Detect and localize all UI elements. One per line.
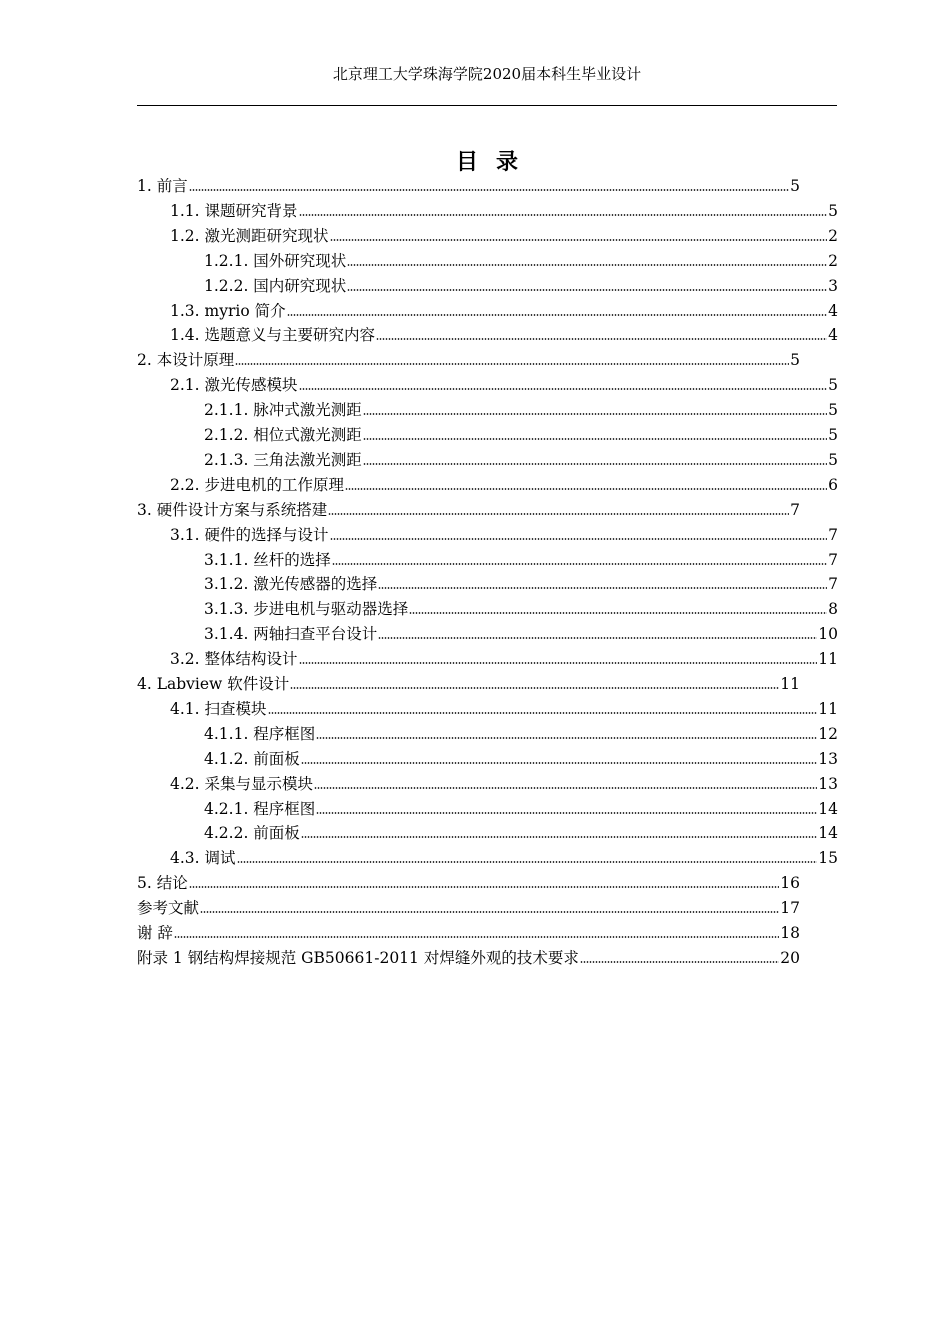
toc-entry-label: 4.1.1. 程序框图 xyxy=(204,724,316,743)
toc-entry[interactable] xyxy=(204,423,838,448)
toc-entry-page-number: 5 xyxy=(828,401,838,420)
toc-dot-leader xyxy=(314,786,817,790)
toc-entry[interactable] xyxy=(137,921,800,946)
toc-dot-leader xyxy=(299,387,828,391)
toc-entry-label: 2.1.2. 相位式激光测距 xyxy=(204,426,362,444)
toc-entry-page-number: 13 xyxy=(818,774,838,793)
toc-title: 目录 xyxy=(455,149,536,175)
toc-entry-page-number: 4 xyxy=(828,301,838,320)
toc-entry[interactable] xyxy=(204,597,838,622)
toc-entry-label: 3. 硬件设计方案与系统搭建 xyxy=(137,500,328,519)
toc-dot-leader xyxy=(347,263,827,267)
toc-dot-leader xyxy=(363,437,827,441)
toc-entry-page-number: 14 xyxy=(818,824,838,843)
toc-entry-page-number: 14 xyxy=(818,799,838,818)
toc-entry[interactable] xyxy=(137,348,800,373)
toc-entry-page-number: 5 xyxy=(828,201,838,220)
toc-dot-leader xyxy=(174,935,779,939)
toc-entry[interactable] xyxy=(170,323,838,348)
toc-entry-label: 1.2.2. 国内研究现状 xyxy=(204,276,347,295)
toc-entry-label: 4.3. 调试 xyxy=(170,849,236,868)
toc-entry-label: 5. 结论 xyxy=(137,874,188,893)
toc-dot-leader xyxy=(237,860,818,864)
toc-entry[interactable] xyxy=(204,797,838,822)
toc-entry-page-number: 7 xyxy=(790,500,800,519)
toc-entry[interactable] xyxy=(204,747,838,772)
toc-entry-label: 4.1. 扫查模块 xyxy=(170,699,267,718)
toc-entry[interactable] xyxy=(170,299,838,324)
toc-dot-leader xyxy=(316,811,817,815)
toc-entry[interactable] xyxy=(170,697,838,722)
toc-dot-leader xyxy=(580,960,779,964)
toc-dot-leader xyxy=(328,512,789,516)
toc-entry[interactable] xyxy=(137,672,800,697)
toc-entry[interactable] xyxy=(204,274,838,299)
toc-entry-label: 附录 1 钢结构焊接规范 GB50661-2011 对焊缝外观的技术要求 xyxy=(137,948,579,967)
toc-entry[interactable] xyxy=(137,946,800,971)
toc-entry-label: 参考文献 xyxy=(137,899,200,918)
toc-entry-page-number: 7 xyxy=(828,525,838,544)
toc-dot-leader xyxy=(301,835,817,839)
toc-entry-page-number: 2 xyxy=(828,251,838,270)
toc-entry-page-number: 11 xyxy=(818,699,838,718)
toc-entry-page-number: 10 xyxy=(818,625,838,644)
toc-entry-label: 3.1.1. 丝杆的选择 xyxy=(204,550,331,569)
toc-entry-label: 1.3. myrio 简介 xyxy=(170,301,286,320)
toc-dot-leader xyxy=(378,586,827,590)
toc-entry[interactable] xyxy=(204,448,838,473)
toc-entry-page-number: 8 xyxy=(828,600,838,619)
toc-entry-page-number: 15 xyxy=(818,849,838,868)
toc-entry-label: 1.1. 课题研究背景 xyxy=(170,201,298,220)
toc-entry-label: 4.2.1. 程序框图 xyxy=(204,799,316,818)
toc-entry-page-number: 11 xyxy=(818,650,838,669)
toc-entry-label: 2.2. 步进电机的工作原理 xyxy=(170,475,345,494)
toc-entry[interactable] xyxy=(137,871,800,896)
toc-entry-label: 4. Labview 软件设计 xyxy=(137,675,290,693)
toc-entry-label: 1.2.1. 国外研究现状 xyxy=(204,251,347,270)
toc-entry-page-number: 20 xyxy=(780,948,800,967)
toc-entry[interactable] xyxy=(170,473,838,498)
toc-dot-leader xyxy=(409,611,827,615)
toc-dot-leader xyxy=(189,885,780,889)
toc-entry-label: 1. 前言 xyxy=(137,177,188,195)
toc-dot-leader xyxy=(376,337,827,341)
toc-dot-leader xyxy=(200,910,779,914)
toc-entry[interactable] xyxy=(170,647,838,672)
toc-dot-leader xyxy=(268,711,818,715)
toc-entry-page-number: 13 xyxy=(818,749,838,768)
toc-entry[interactable] xyxy=(204,398,838,423)
toc-entry-label: 2. 本设计原理 xyxy=(137,351,235,370)
toc-entry[interactable] xyxy=(204,821,838,846)
toc-entry-page-number: 3 xyxy=(828,276,838,295)
toc-entry-page-number: 16 xyxy=(780,874,800,893)
toc-entry-page-number: 6 xyxy=(828,475,838,494)
toc-dot-leader xyxy=(290,686,779,690)
toc-entry[interactable] xyxy=(170,772,838,797)
toc-dot-leader xyxy=(332,562,827,566)
toc-entry[interactable] xyxy=(170,523,838,548)
toc-dot-leader xyxy=(235,362,789,366)
toc-entry-label: 谢 辞 xyxy=(137,924,173,942)
toc-entry[interactable] xyxy=(170,373,838,398)
toc-entry-page-number: 7 xyxy=(828,550,838,569)
toc-entry[interactable] xyxy=(170,846,838,871)
toc-dot-leader xyxy=(301,761,817,765)
toc-dot-leader xyxy=(363,462,827,466)
toc-entry-label: 1.4. 选题意义与主要研究内容 xyxy=(170,326,376,345)
toc-entry-page-number: 5 xyxy=(828,450,838,469)
toc-entry-page-number: 7 xyxy=(828,575,838,594)
toc-entry[interactable] xyxy=(204,622,838,647)
toc-entry-page-number: 17 xyxy=(780,899,800,918)
toc-entry[interactable] xyxy=(204,722,838,747)
toc-entry[interactable] xyxy=(170,199,838,224)
toc-entry-label: 4.1.2. 前面板 xyxy=(204,749,300,768)
toc-entry-label: 3.1.3. 步进电机与驱动器选择 xyxy=(204,600,409,619)
toc-entry-page-number: 12 xyxy=(818,724,838,743)
toc-entry-page-number: 5 xyxy=(828,426,838,444)
toc-dot-leader xyxy=(347,288,827,292)
toc-dot-leader xyxy=(378,636,817,640)
toc-entry-label: 3.1. 硬件的选择与设计 xyxy=(170,525,329,544)
toc-entry-page-number: 5 xyxy=(790,351,800,370)
toc-entry-label: 2.1.1. 脉冲式激光测距 xyxy=(204,401,362,420)
toc-entry[interactable] xyxy=(137,896,800,921)
toc-entry-label: 2.1. 激光传感模块 xyxy=(170,376,298,395)
toc-dot-leader xyxy=(363,412,827,416)
toc-dot-leader xyxy=(330,537,828,541)
toc-entry-label: 3.1.4. 两轴扫查平台设计 xyxy=(204,625,378,644)
toc-entry[interactable] xyxy=(137,174,800,199)
toc-dot-leader xyxy=(345,487,827,491)
toc-entry[interactable] xyxy=(137,498,800,523)
toc-dot-leader xyxy=(316,736,817,740)
toc-dot-leader xyxy=(330,238,828,242)
toc-entry-label: 3.2. 整体结构设计 xyxy=(170,650,298,669)
toc-dot-leader xyxy=(299,661,818,665)
toc-entry-page-number: 2 xyxy=(828,226,838,245)
toc-entry-page-number: 5 xyxy=(790,177,800,195)
toc-entry-page-number: 5 xyxy=(828,376,838,395)
toc-entry[interactable] xyxy=(204,249,838,274)
toc-entry-page-number: 18 xyxy=(780,924,800,942)
toc-entry-label: 4.2. 采集与显示模块 xyxy=(170,774,314,793)
toc-entry-label: 4.2.2. 前面板 xyxy=(204,824,300,843)
toc-dot-leader xyxy=(287,313,828,317)
toc-entry[interactable] xyxy=(170,224,838,249)
toc-entry-label: 3.1.2. 激光传感器的选择 xyxy=(204,575,378,594)
header-divider xyxy=(137,105,837,106)
toc-entry[interactable] xyxy=(204,572,838,597)
page-header: 北京理工大学珠海学院2020届本科生毕业设计 xyxy=(332,65,642,83)
toc-entry-label: 1.2. 激光测距研究现状 xyxy=(170,226,329,245)
toc-entry[interactable] xyxy=(204,548,838,573)
toc-entry-page-number: 11 xyxy=(780,675,800,693)
toc-entry-label: 2.1.3. 三角法激光测距 xyxy=(204,450,362,469)
toc-dot-leader xyxy=(189,188,789,192)
toc-entry-page-number: 4 xyxy=(828,326,838,345)
toc-dot-leader xyxy=(299,213,828,217)
